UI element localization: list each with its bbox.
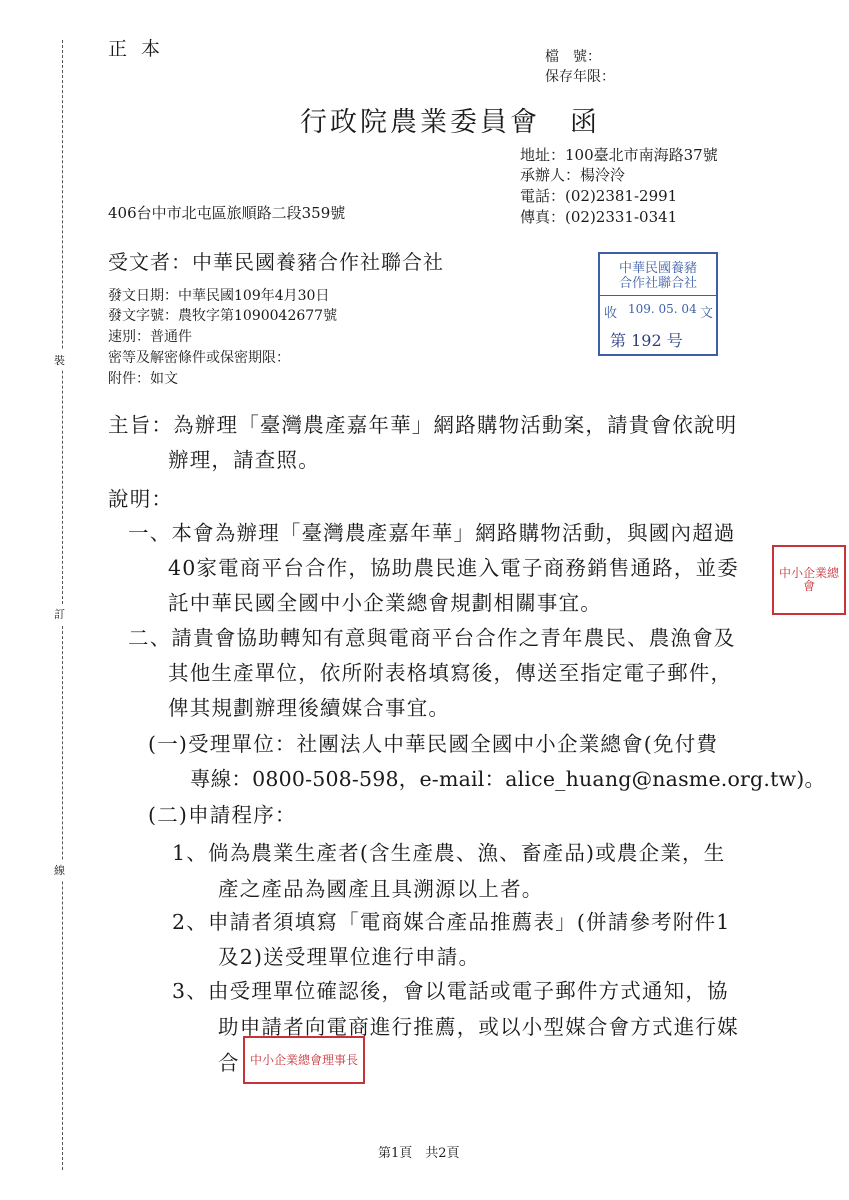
- sub-item-1-line-1: (一)受理單位：社團法人中華民國全國中小企業總會(免付費: [148, 732, 719, 756]
- step-2-line-1: 2、申請者須填寫「電商媒合產品推薦表」(併請參考附件1: [172, 910, 731, 934]
- item-1-line-3: 託中華民國全國中小企業總會規劃相關事宜。: [168, 591, 602, 615]
- step-3-line-1: 3、由受理單位確認後，會以電話或電子郵件方式通知，協: [172, 979, 729, 1003]
- sub-item-2-label: (二)申請程序：: [148, 803, 297, 827]
- issue-number: 發文字號：農牧字第1090042677號: [108, 308, 338, 324]
- stamp-org-line1: 中華民國養豬: [618, 261, 697, 276]
- stamp-org-line2: 合作社聯合社: [600, 272, 716, 296]
- title-doc-type: 函: [570, 107, 600, 138]
- issue-date: 發文日期：中華民國109年4月30日: [108, 288, 330, 304]
- sender-fax: 傳真：(02)2331-0341: [520, 208, 678, 226]
- receipt-stamp: [598, 252, 718, 356]
- item-2-line-3: 俾其規劃辦理後續媒合事宜。: [168, 696, 451, 720]
- title-org: 行政院農業委員會: [300, 107, 540, 138]
- sender-address: 地址：100臺北市南海路37號: [520, 146, 718, 164]
- side-seal: 中小企業總會: [772, 545, 846, 615]
- bottom-seal: 中小企業總會理事長: [243, 1036, 365, 1084]
- retention-label: 保存年限：: [545, 69, 615, 85]
- sub-item-1-line-2: 專線：0800-508-598，e-mail：alice_huang@nasme.org.tw)。: [190, 767, 826, 791]
- speed: 速別：普通件: [108, 329, 192, 345]
- recipient: 受文者：中華民國養豬合作社聯合社: [108, 250, 444, 274]
- attachment: 附件：如文: [108, 371, 178, 387]
- step-1-line-1: 1、倘為農業生產者(含生產農、漁、畜產品)或農企業，生: [172, 841, 726, 865]
- sender-contact: 承辦人：楊泠泠: [520, 166, 626, 184]
- stamp-side-left: 收: [604, 306, 618, 321]
- subject-line-2: 辦理，請查照。: [168, 448, 320, 472]
- item-2-line-1: 二、請貴會協助轉知有意與電商平台合作之青年農民、農漁會及: [128, 626, 736, 650]
- document-title: [300, 100, 600, 139]
- binding-mark-top: 裝: [54, 350, 65, 370]
- item-1-line-1: 一、本會為辦理「臺灣農產嘉年華」網路購物活動，與國內超過: [128, 521, 736, 545]
- classification-label: 正本: [108, 38, 175, 60]
- stamp-number: 第 192 号: [610, 331, 683, 350]
- stamp-side-right: 文: [700, 306, 714, 321]
- step-2-line-2: 及2)送受理單位進行申請。: [218, 945, 481, 969]
- item-1-line-2: 40家電商平台合作，協助農民進入電子商務銷售通路，並委: [168, 556, 739, 580]
- step-3-line-3: 合: [218, 1051, 240, 1075]
- secrecy: 密等及解密條件或保密期限：: [108, 350, 290, 366]
- page-indicator: 第1頁 共2頁: [378, 1146, 460, 1161]
- subject-line-1: 主旨：為辦理「臺灣農產嘉年華」網路購物活動案，請貴會依說明: [108, 413, 738, 437]
- binding-mark-middle: 訂: [54, 604, 65, 624]
- item-2-line-2: 其他生產單位，依所附表格填寫後，傳送至指定電子郵件，: [168, 661, 733, 685]
- step-1-line-2: 產之產品為國產且具溯源以上者。: [218, 877, 544, 901]
- file-number-label: 檔 號：: [545, 49, 601, 65]
- step-3-line-2: 助申請者向電商進行推薦，或以小型媒合會方式進行媒: [218, 1015, 739, 1039]
- binding-mark-bottom: 線: [54, 860, 65, 880]
- stamp-date: 109. 05. 04: [628, 302, 697, 316]
- recipient-address: 406台中市北屯區旅順路二段359號: [108, 204, 346, 222]
- sender-phone: 電話：(02)2381-2991: [520, 187, 678, 205]
- explanation-label: 說明：: [108, 487, 174, 511]
